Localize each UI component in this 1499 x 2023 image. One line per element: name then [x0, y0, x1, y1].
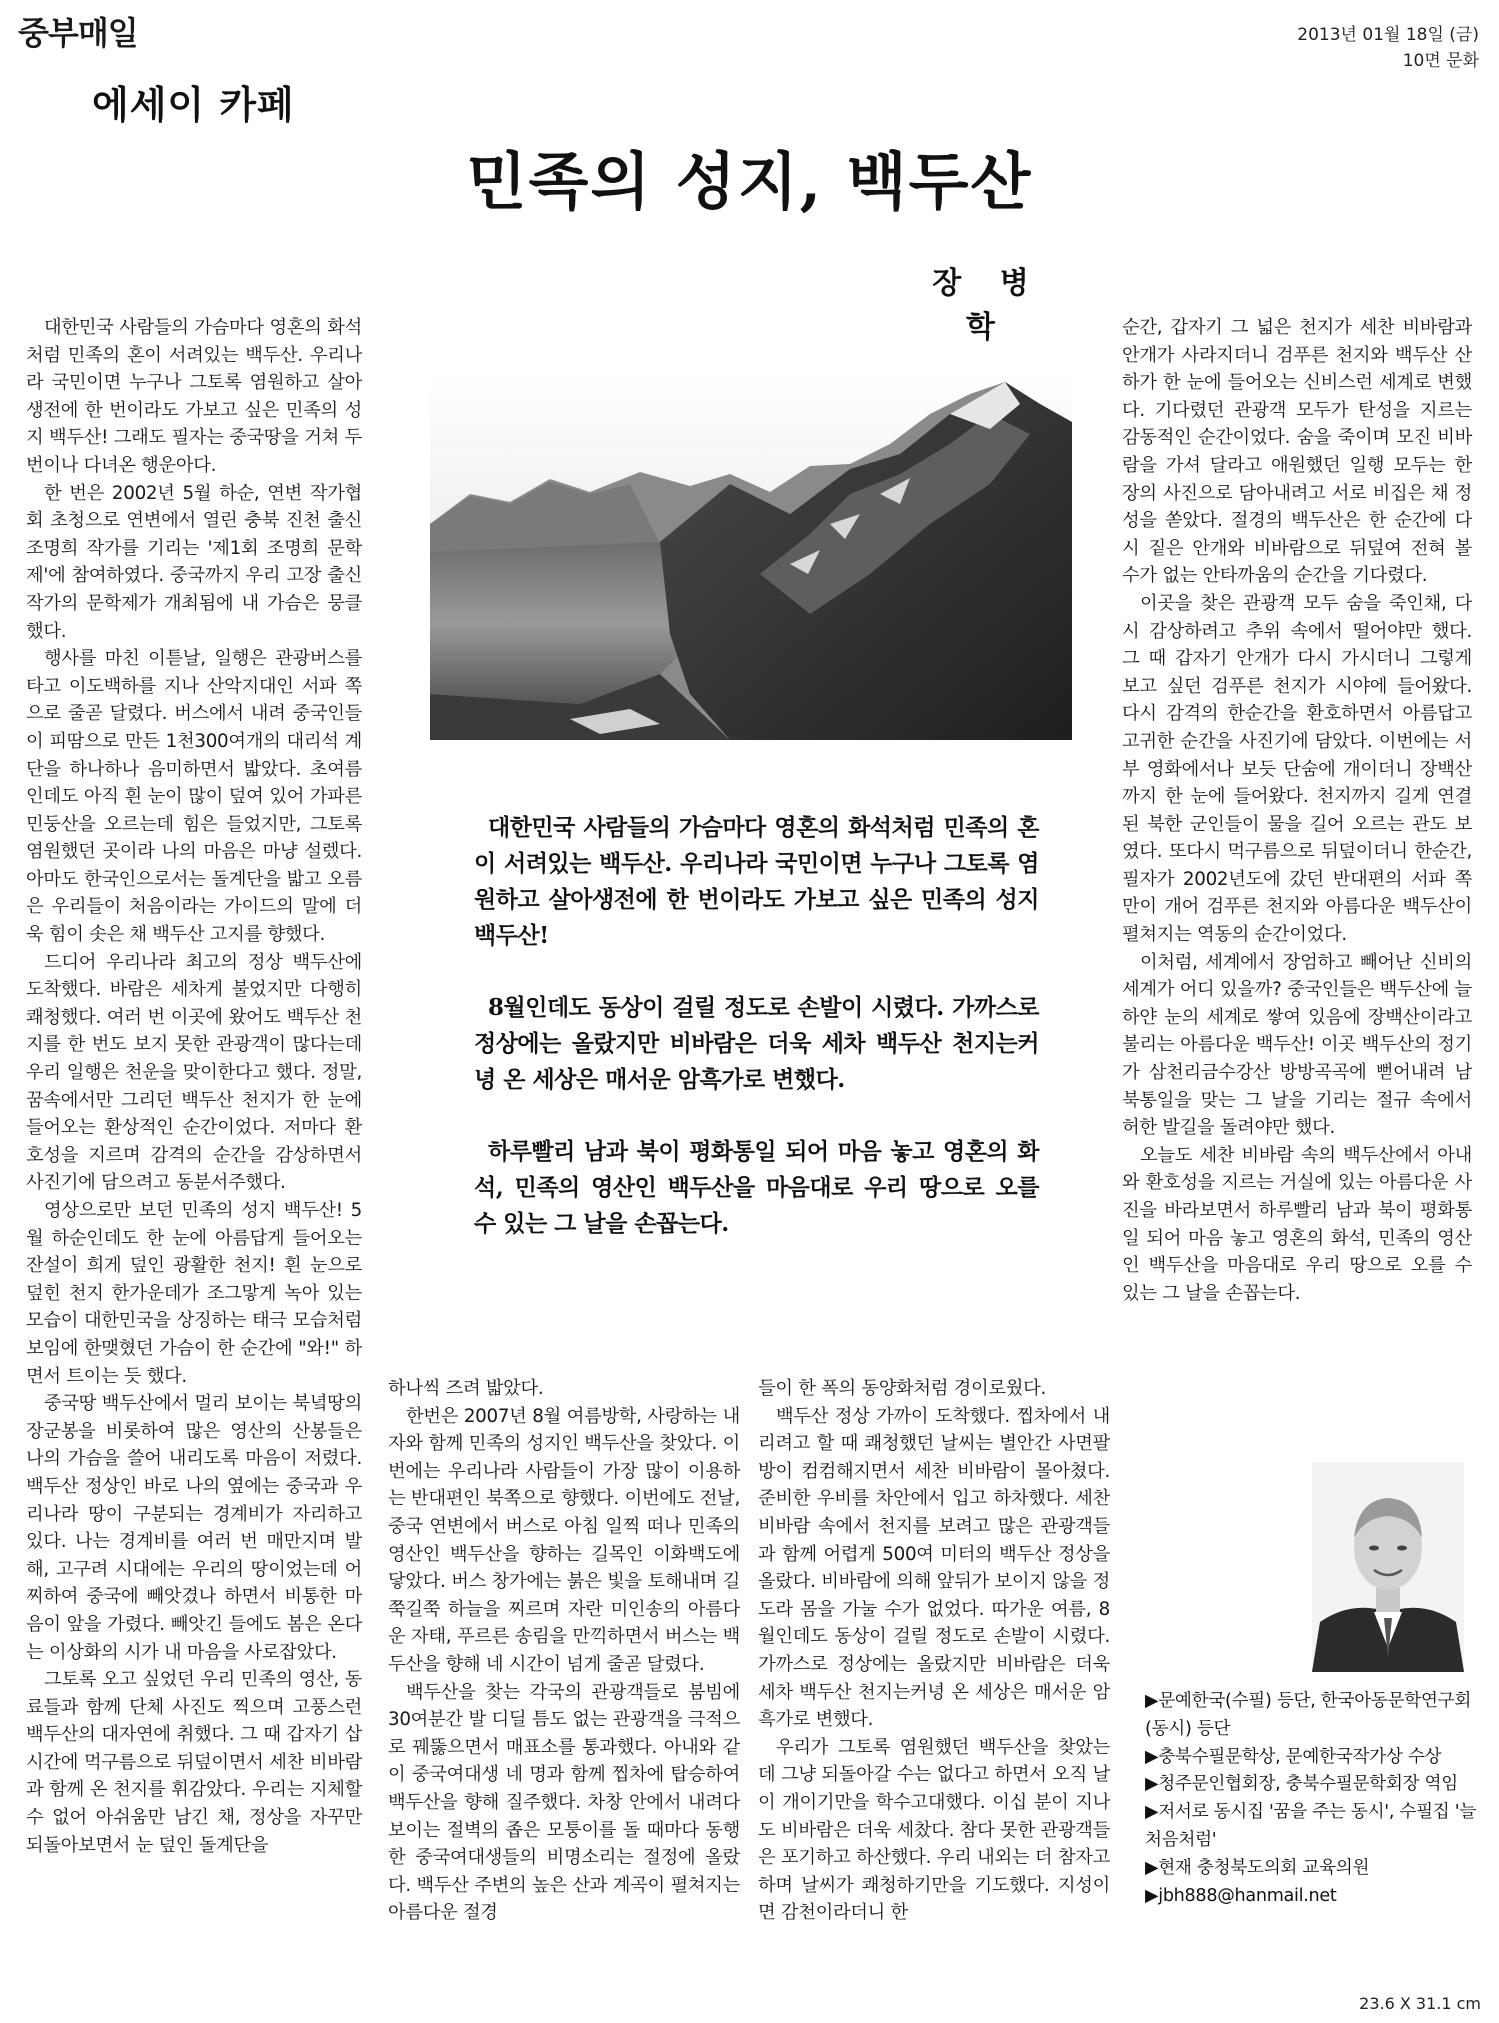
paragraph: 하나씩 즈려 밟았다.: [388, 1378, 544, 1399]
author-name: 장 병 학: [932, 266, 1043, 345]
newspaper-masthead: 중부매일: [18, 14, 138, 52]
paragraph: 그토록 오고 싶었던 우리 민족의 영산, 동료들과 함께 단체 사진도 찍으며 고풍스런 백두산의 대자연에 취했다. 그 때 갑자기 삽시간에 먹구름으로 뒤덮이면서 세찬 비바람과 함께 온 천지를 휘감았다. 우리는 지체할 수 없어 아쉬움만 남긴 채, 정상을 자꾸만 되돌아보면서 눈 덮인 돌계단을: [26, 1669, 362, 1856]
paragraph: 우리가 그토록 염원했던 백두산을 찾았는데 그냥 되돌아갈 수는 없다고 하면서 오직 날이 개이기만을 학수고대했다. 이십 분이 지나도 비바람은 더욱 세찼다. 참다 못한 관광객들은 포기하고 하산했다. 우리 내외는 더 참자고 하며 날씨가 쾌청하기만을 기도했다. 지성이면 감천이라더니 한: [758, 1736, 1110, 1924]
bio-item: ▶문예한국(수필) 등단, 한국아동문학연구회(동시) 등단: [1145, 1691, 1472, 1739]
article-title: 민족의 성지, 백두산: [466, 145, 1033, 218]
paragraph: 이처럼, 세계에서 장엄하고 빼어난 신비의 세계가 어디 있을까? 중국인들은 백두산에 늘 하얀 눈의 세계로 쌓여 있음에 장백산이라고 불리는 아름다운 백두산! 이곳 백두산의 정기가 삼천리금수강산 방방곡곡에 뻗어내려 남북통일을 맞는 그 날을 기리는 절규 속에서 허한 발길을 돌려야만 했다.: [1122, 951, 1472, 1139]
issue-date: 2013년 01월 18일 (금): [1297, 25, 1479, 45]
paragraph: 대한민국 사람들의 가슴마다 영혼의 화석처럼 민족의 혼이 서려있는 백두산. 우리나라 국민이면 누구나 그토록 염원하고 살아생전에 한 번이라도 가보고 싶은 민족의 성지 백두산! 그래도 필자는 중국땅을 거쳐 두 번이나 다녀온 행운아다.: [26, 317, 362, 476]
article-column-2: [388, 1375, 740, 1927]
article-column-4: [1122, 314, 1472, 1307]
paragraph: 백두산 정상 가까이 도착했다. 찝차에서 내리려고 할 때 쾌청했던 날씨는 별안간 사면팔방이 컴컴해지면서 세찬 비바람이 몰아쳤다. 준비한 우비를 차안에서 입고 하차했다. 세찬 비바람 속에서 천지를 보려고 많은 관광객들과 함께 어렵게 500여 미터의 백두산 정상을 올랐다. 비바람에 의해 앞뒤가 보이지 않을 정도라 몸을 가눌 수가 없었다. 따가운 여름, 8월인데도 동상이 걸릴 정도로 손발이 시렸다. 가까스로 정상에는 올랐지만 비바람은 더욱 세차 백두산 천지는커녕 온 세상은 매서운 암흑가로 변했다.: [758, 1405, 1110, 1731]
author-portrait-illustration: [1312, 1462, 1464, 1672]
pull-quote: 하루빨리 남과 북이 평화통일 되어 마음 놓고 영혼의 화석, 민족의 영산인 백두산을 마음대로 우리 땅으로 오를 수 있는 그 날을 손꼽는다.: [474, 1138, 1039, 1237]
author-bio: [1145, 1688, 1479, 1910]
paragraph: 한번은 2007년 8월 여름방학, 사랑하는 내자와 함께 민족의 성지인 백두산을 찾았다. 이번에는 우리나라 사람들이 가장 많이 이용하는 반대편인 북쪽으로 향했다. 이번에도 전날, 중국 연변에서 버스로 아침 일찍 떠나 민족의 영산인 백두산을 향하는 길목인 이화백도에 닿았다. 버스 창가에는 붉은 빛을 토해내며 길쭉길쭉 하늘을 찌르며 자란 미인송의 아름다운 자태, 푸르른 송림을 만끽하면서 버스는 백두산을 향해 네 시간이 넘게 줄곧 달렸다.: [388, 1405, 740, 1675]
paragraph: 드디어 우리나라 최고의 정상 백두산에 도착했다. 바람은 세차게 불었지만 다행히 쾌청했다. 여러 번 이곳에 왔어도 백두산 천지를 한 번도 보지 못한 관광객이 많다는데 우리 일행은 천운을 맞이한다고 했다. 정말, 꿈속에서만 그리던 백두산 천지가 한 눈에 들어오는 환상적인 순간이었다. 저마다 환호성을 지르며 감격의 순간을 감상하면서 사진기에 담으려고 동분서주했다.: [26, 951, 362, 1194]
bio-email: ▶jbh888@hanmail.net: [1145, 1885, 1337, 1906]
pull-quote: 대한민국 사람들의 가슴마다 영혼의 화석처럼 민족의 혼이 서려있는 백두산. 우리나라 국민이면 누구나 그토록 염원하고 살아생전에 한 번이라도 가보고 싶은 민족의 성지 백두산!: [474, 814, 1039, 949]
article-column-1: [26, 314, 362, 1859]
article-column-3: [758, 1375, 1110, 1927]
pull-quotes: [474, 810, 1039, 1278]
clipping-size: 23.6 X 31.1 cm: [1359, 1994, 1481, 2013]
paragraph: 들이 한 폭의 동양화처럼 경이로웠다.: [758, 1378, 1046, 1399]
pull-quote: 8월인데도 동상이 걸릴 정도로 손발이 시렸다. 가까스로 정상에는 올랐지만 비바람은 더욱 세차 백두산 천지는커녕 온 세상은 매서운 암흑가로 변했다.: [474, 994, 1039, 1093]
paragraph: 오늘도 세찬 비바람 속의 백두산에서 아내와 환호성을 지르는 거실에 있는 아름다운 사진을 바라보면서 하루빨리 남과 북이 평화통일 되어 마음 놓고 영혼의 화석, 민족의 영산인 백두산을 마음대로 우리 땅으로 오를 수 있는 그 날을 손꼽는다.: [1122, 1144, 1472, 1304]
paragraph: 중국땅 백두산에서 멀리 보이는 북녘땅의 장군봉을 비롯하여 많은 영산의 산봉들은 나의 가슴을 쓸어 내리도록 마음이 저렸다. 백두산 정상인 바로 나의 옆에는 중국과 우리나라 땅이 구분되는 경계비가 자리하고 있다. 나는 경계비를 여러 번 매만지며 발해, 고구려 시대에는 우리의 땅이었는데 어찌하여 중국에 빼앗겼나 하면서 비통한 마음이 앞을 가렸다. 빼앗긴 들에도 봄은 온다는 이상화의 시가 내 마음을 사로잡았다.: [26, 1393, 362, 1663]
section-title: 에세이 카페: [92, 83, 295, 127]
author-portrait: [1312, 1462, 1464, 1672]
bio-item: ▶현재 충청북도의회 교육의원: [1145, 1857, 1370, 1878]
mountain-lake-illustration: [430, 374, 1072, 740]
bio-item: ▶충북수필문학상, 문예한국작가상 수상: [1145, 1746, 1442, 1767]
paragraph: 순간, 갑자기 그 넓은 천지가 세찬 비바람과 안개가 사라지더니 검푸른 천지와 백두산 산하가 한 눈에 들어오는 신비스런 세계로 변했다. 기다렸던 관광객 모두가 탄성을 지르는 감동적인 순간이었다. 숨을 죽이며 모진 비바람을 가셔 달라고 애원했던 일행 모두는 한 장의 사진으로 담아내려고 서로 비집은 채 정성을 쏟았다. 절경의 백두산은 한 순간에 다시 짙은 안개와 비바람으로 뒤덮여 전혀 볼 수가 없는 안타까움의 순간을 기다렸다.: [1122, 317, 1472, 587]
page-section: 10면 문화: [1402, 51, 1479, 71]
paragraph: 영상으로만 보던 민족의 성지 백두산! 5월 하순인데도 한 눈에 아름답게 들어오는 잔설이 희게 덮인 광활한 천지! 흰 눈으로 덮힌 천지 한가운데가 조그맣게 녹아 있는 모습이 대한민국을 상징하는 태극 모습처럼 보임에 한맺혔던 가슴이 한 순간에 "와!" 하면서 트이는 듯 했다.: [26, 1200, 362, 1387]
paragraph: 한 번은 2002년 5월 하순, 연변 작가협회 초청으로 연변에서 열린 충북 진천 출신 조명희 작가를 기리는 '제1회 조명희 문학제'에 참여하였다. 중국까지 우리 고장 출신 작가의 문학제가 개최됨에 내 가슴은 뭉클했다.: [26, 482, 362, 642]
paragraph: 백두산을 찾는 각국의 관광객들로 붐빔에 30여분간 발 디딜 틈도 없는 관광객을 극적으로 꿰뚫으면서 매표소를 통과했다. 아내와 같이 중국여대생 네 명과 함께 찝차에 탑승하여 백두산을 향해 질주했다. 차창 안에서 내려다보이는 절벽의 좁은 모퉁이를 돌 때마다 동행한 중국여대생들의 비명소리는 절정에 올랐다. 백두산 주변의 높은 산과 계곡이 펼쳐지는 아름다운 절경: [388, 1681, 740, 1924]
dateline: [1297, 22, 1479, 74]
baekdu-mountain-photo: [430, 374, 1072, 740]
bio-item: ▶저서로 동시집 '꿈을 주는 동시', 수필집 '늘 처음처럼': [1145, 1802, 1477, 1850]
bio-item: ▶청주문인협회장, 충북수필문학회장 역임: [1145, 1774, 1458, 1795]
paragraph: 행사를 마친 이튿날, 일행은 관광버스를 타고 이도백하를 지나 산악지대인 서파 쪽으로 줄곧 달렸다. 버스에서 내려 중국인들이 피땀으로 만든 1천300여개의 대리석 계단을 하나하나 음미하면서 밟았다. 초여름인데도 아직 흰 눈이 많이 덮여 있어 가파른 민둥산을 오르는데 힘은 들었지만, 그토록 염원했던 곳이라 나의 마음은 마냥 설렜다. 아마도 한국인으로서는 돌계단을 밟고 오름은 우리들이 처음이라는 가이드의 말에 더욱 힘이 솟은 채 백두산 고지를 향했다.: [26, 648, 362, 946]
paragraph: 이곳을 찾은 관광객 모두 숨을 죽인채, 다시 감상하려고 추위 속에서 떨어야만 했다. 그 때 갑자기 안개가 다시 가시더니 그렇게 보고 싶던 검푸른 천지가 시야에 들어왔다. 다시 감격의 한순간을 환호하면서 아름답고 고귀한 순간을 사진기에 담았다. 이번에는 서부 영화에서나 보듯 단숨에 개이더니 장백산까지 한 눈에 들어왔다. 천지까지 길게 연결된 북한 군인들이 물을 길어 오르는 관도 보였다. 또다시 먹구름으로 뒤덮이더니 한순간, 필자가 2002년도에 갔던 반대편의 서파 쪽만이 개어 검푸른 천지와 아름다운 백두산이 펼쳐지는 역동의 순간이었다.: [1122, 592, 1472, 946]
